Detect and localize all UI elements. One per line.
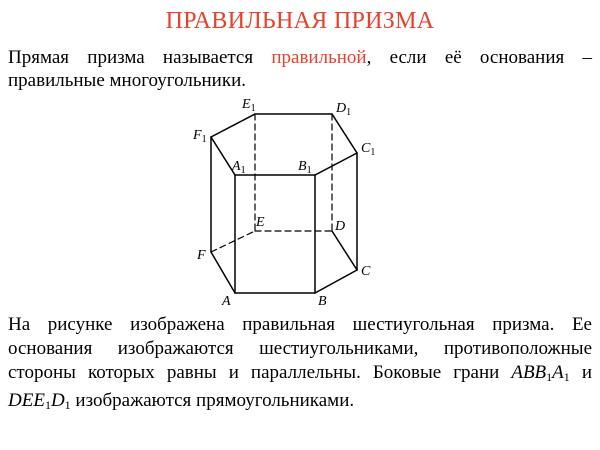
description-paragraph [8,313,592,417]
description-conjunction: и [569,362,592,383]
vertex-label-c1: $C_1$ [361,141,376,158]
vertex-label-b1: $B_1$ [298,159,312,176]
vertex-label-a: A [222,294,231,309]
definition-text-end: , если её основания – правильные многоугольники. [8,47,592,91]
vertex-label-f: F [197,248,206,263]
vertex-label-e1: $E_1$ [242,97,256,114]
vertex-label-c: C [361,264,371,279]
vertex-label-f1: $F_1$ [193,128,207,145]
vertex-label-e: E [256,215,265,230]
description-text-start: На рисунке изображена правильная шестиугольная призма. Ее основания изображаются шестиугольниками, противоположные стороны которых равны и параллельны. Боковые грани [8,314,592,383]
vertex-label-b: B [318,294,327,309]
face-abb1a1: $ABB_1A_1$ [511,362,570,384]
bottom-base-visible [211,231,357,293]
hidden-edge-f-e [211,231,255,252]
definition-text-start: Прямая призма называется [8,47,272,68]
vertex-label-d: D [335,219,346,234]
description-text-end: изображаются прямоугольниками. [70,390,355,411]
face-dee1d1: $DEE_1D_1$ [8,390,71,412]
hidden-edges [211,114,332,252]
vertex-label-a1: $A_1$ [232,159,246,176]
definition-highlight: правильной [271,47,367,68]
vertex-label-d1: $D_1$ [336,101,352,118]
visible-edges [211,114,357,293]
page-title-text: ПРАВИЛЬНАЯ ПРИЗМА [165,8,435,34]
